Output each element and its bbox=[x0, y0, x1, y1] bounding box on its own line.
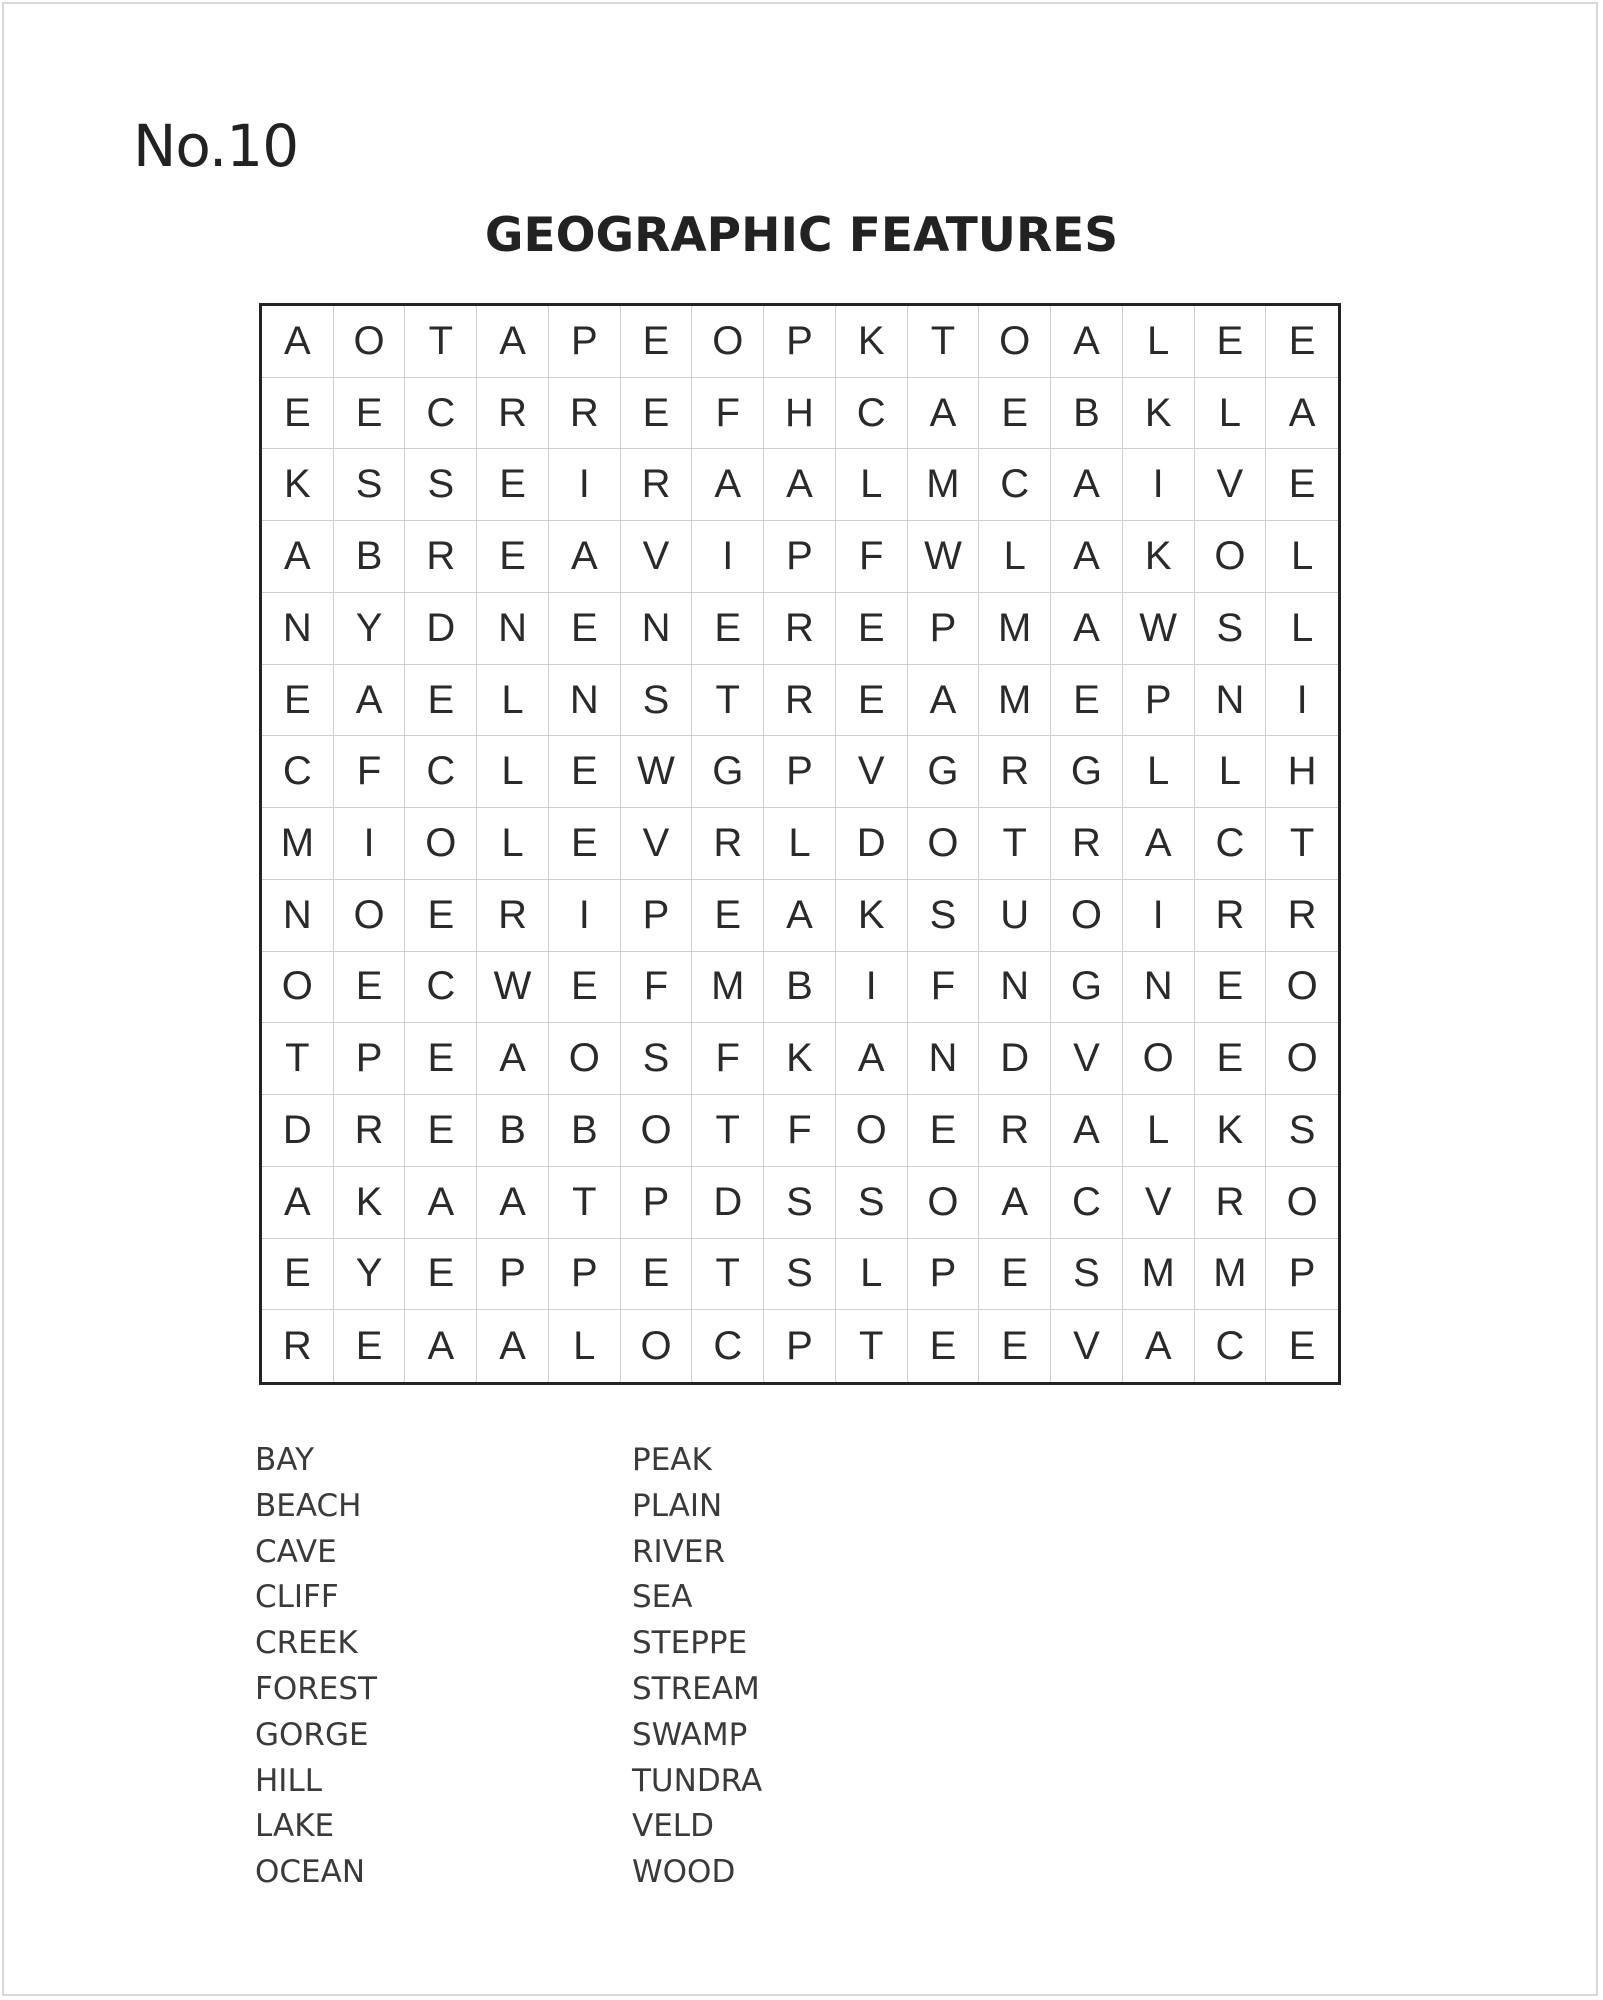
grid-cell[interactable]: K bbox=[836, 880, 908, 952]
grid-cell[interactable]: D bbox=[979, 1023, 1051, 1095]
grid-cell[interactable]: L bbox=[477, 665, 549, 737]
grid-cell[interactable]: E bbox=[549, 593, 621, 665]
word-list-item: SWAMP bbox=[632, 1716, 748, 1753]
grid-cell[interactable]: P bbox=[621, 1167, 693, 1239]
grid-cell[interactable]: E bbox=[262, 378, 334, 450]
grid-cell[interactable]: M bbox=[979, 593, 1051, 665]
grid-cell[interactable]: C bbox=[262, 736, 334, 808]
grid-cell[interactable]: U bbox=[979, 880, 1051, 952]
grid-cell[interactable]: T bbox=[262, 1023, 334, 1095]
grid-cell[interactable]: E bbox=[549, 808, 621, 880]
grid-cell[interactable]: D bbox=[262, 1095, 334, 1167]
grid-cell[interactable]: S bbox=[1195, 593, 1267, 665]
grid-cell[interactable]: A bbox=[908, 665, 980, 737]
grid-cell[interactable]: E bbox=[477, 449, 549, 521]
word-list-item: BAY bbox=[255, 1442, 315, 1478]
grid-cell[interactable]: E bbox=[692, 593, 764, 665]
grid-cell[interactable]: T bbox=[405, 306, 477, 378]
grid-cell[interactable]: R bbox=[405, 521, 477, 593]
grid-cell[interactable]: E bbox=[979, 1239, 1051, 1311]
grid-cell[interactable]: K bbox=[836, 306, 908, 378]
grid-cell[interactable]: G bbox=[1051, 736, 1123, 808]
letter-grid bbox=[259, 303, 1341, 1385]
grid-cell[interactable]: E bbox=[1266, 449, 1338, 521]
grid-cell[interactable]: L bbox=[1195, 378, 1267, 450]
grid-cell[interactable]: E bbox=[405, 665, 477, 737]
grid-cell[interactable]: O bbox=[1051, 880, 1123, 952]
grid-cell[interactable]: R bbox=[621, 449, 693, 521]
grid-cell[interactable]: R bbox=[1195, 1167, 1267, 1239]
grid-cell[interactable]: C bbox=[405, 952, 477, 1024]
word-list-item: RIVER bbox=[632, 1533, 726, 1570]
grid-cell[interactable]: S bbox=[1051, 1239, 1123, 1311]
grid-cell[interactable]: E bbox=[1195, 306, 1267, 378]
grid-cell[interactable]: R bbox=[549, 378, 621, 450]
grid-cell[interactable]: O bbox=[1195, 521, 1267, 593]
grid-cell[interactable]: V bbox=[1051, 1310, 1123, 1382]
grid-cell[interactable]: S bbox=[764, 1167, 836, 1239]
grid-cell[interactable]: E bbox=[262, 665, 334, 737]
grid-cell[interactable]: O bbox=[908, 1167, 980, 1239]
grid-cell[interactable]: S bbox=[334, 449, 406, 521]
grid-cell[interactable]: E bbox=[908, 1310, 980, 1382]
grid-cell[interactable]: B bbox=[477, 1095, 549, 1167]
grid-cell[interactable]: A bbox=[692, 449, 764, 521]
grid-cell[interactable]: P bbox=[477, 1239, 549, 1311]
grid-cell[interactable]: P bbox=[764, 736, 836, 808]
grid-cell[interactable]: C bbox=[1195, 808, 1267, 880]
word-list-item: SEA bbox=[632, 1579, 693, 1616]
grid-cell[interactable]: A bbox=[1123, 808, 1195, 880]
grid-cell[interactable]: A bbox=[334, 665, 406, 737]
grid-cell[interactable]: K bbox=[1123, 378, 1195, 450]
grid-cell[interactable]: L bbox=[477, 808, 549, 880]
grid-cell[interactable]: A bbox=[1051, 593, 1123, 665]
grid-cell[interactable]: O bbox=[1266, 1023, 1338, 1095]
grid-cell[interactable]: I bbox=[549, 449, 621, 521]
grid-cell[interactable]: P bbox=[1123, 665, 1195, 737]
grid-cell[interactable]: P bbox=[621, 880, 693, 952]
grid-cell[interactable]: E bbox=[836, 665, 908, 737]
grid-cell[interactable]: K bbox=[334, 1167, 406, 1239]
grid-cell[interactable]: N bbox=[1123, 952, 1195, 1024]
grid-cell[interactable]: A bbox=[262, 1167, 334, 1239]
grid-cell[interactable]: V bbox=[621, 808, 693, 880]
grid-cell[interactable]: R bbox=[262, 1310, 334, 1382]
grid-cell[interactable]: F bbox=[692, 1023, 764, 1095]
grid-cell[interactable]: V bbox=[1195, 449, 1267, 521]
grid-cell[interactable]: R bbox=[1195, 880, 1267, 952]
grid-cell[interactable]: N bbox=[549, 665, 621, 737]
grid-cell[interactable]: A bbox=[1266, 378, 1338, 450]
grid-cell[interactable]: W bbox=[1123, 593, 1195, 665]
grid-cell[interactable]: W bbox=[477, 952, 549, 1024]
grid-cell[interactable]: I bbox=[1123, 449, 1195, 521]
grid-cell[interactable]: A bbox=[1051, 306, 1123, 378]
grid-cell[interactable]: E bbox=[979, 378, 1051, 450]
word-list-item: STREAM bbox=[632, 1670, 760, 1707]
grid-cell[interactable]: V bbox=[836, 736, 908, 808]
grid-cell[interactable]: E bbox=[1195, 1023, 1267, 1095]
grid-cell[interactable]: R bbox=[692, 808, 764, 880]
grid-cell[interactable]: D bbox=[405, 593, 477, 665]
grid-cell[interactable]: H bbox=[764, 378, 836, 450]
grid-cell[interactable]: F bbox=[764, 1095, 836, 1167]
grid-cell[interactable]: R bbox=[1051, 808, 1123, 880]
grid-cell[interactable]: K bbox=[262, 449, 334, 521]
grid-cell[interactable]: C bbox=[1195, 1310, 1267, 1382]
grid-cell[interactable]: P bbox=[549, 1239, 621, 1311]
grid-cell[interactable]: B bbox=[334, 521, 406, 593]
grid-cell[interactable]: E bbox=[549, 952, 621, 1024]
grid-cell[interactable]: T bbox=[692, 1239, 764, 1311]
grid-cell[interactable]: L bbox=[1266, 593, 1338, 665]
grid-cell[interactable]: M bbox=[1195, 1239, 1267, 1311]
word-list-item: WOOD bbox=[632, 1854, 736, 1891]
grid-cell[interactable]: P bbox=[908, 1239, 980, 1311]
grid-cell[interactable]: F bbox=[836, 521, 908, 593]
grid-cell[interactable]: O bbox=[334, 880, 406, 952]
grid-cell[interactable]: W bbox=[621, 736, 693, 808]
word-list-item: VELD bbox=[632, 1808, 714, 1845]
grid-cell[interactable]: M bbox=[908, 449, 980, 521]
grid-cell[interactable]: S bbox=[908, 880, 980, 952]
grid-cell[interactable]: V bbox=[1123, 1167, 1195, 1239]
grid-cell[interactable]: F bbox=[621, 952, 693, 1024]
grid-cell[interactable]: B bbox=[549, 1095, 621, 1167]
word-list-item: TUNDRA bbox=[632, 1762, 763, 1799]
grid-cell[interactable]: D bbox=[836, 808, 908, 880]
grid-cell[interactable]: F bbox=[692, 378, 764, 450]
grid-cell[interactable]: R bbox=[764, 593, 836, 665]
grid-cell[interactable]: T bbox=[692, 665, 764, 737]
grid-cell[interactable]: E bbox=[621, 378, 693, 450]
grid-cell[interactable]: G bbox=[1051, 952, 1123, 1024]
grid-cell[interactable]: L bbox=[1123, 736, 1195, 808]
grid-cell[interactable]: A bbox=[477, 1023, 549, 1095]
grid-cell[interactable]: A bbox=[836, 1023, 908, 1095]
grid-cell[interactable]: L bbox=[1123, 1095, 1195, 1167]
word-list-item: PEAK bbox=[632, 1442, 712, 1478]
grid-cell[interactable]: K bbox=[764, 1023, 836, 1095]
grid-cell[interactable]: C bbox=[405, 736, 477, 808]
grid-cell[interactable]: C bbox=[692, 1310, 764, 1382]
grid-cell[interactable]: M bbox=[979, 665, 1051, 737]
grid-cell[interactable]: I bbox=[1266, 665, 1338, 737]
grid-cell[interactable]: N bbox=[262, 593, 334, 665]
grid-cell[interactable]: P bbox=[764, 1310, 836, 1382]
grid-cell[interactable]: A bbox=[477, 1310, 549, 1382]
grid-cell[interactable]: S bbox=[405, 449, 477, 521]
grid-cell[interactable]: G bbox=[908, 736, 980, 808]
grid-cell[interactable]: K bbox=[1123, 521, 1195, 593]
grid-cell[interactable]: E bbox=[979, 1310, 1051, 1382]
puzzle-title: GEOGRAPHIC FEATURES bbox=[484, 208, 1119, 263]
grid-cell[interactable]: C bbox=[405, 378, 477, 450]
grid-cell[interactable]: P bbox=[549, 306, 621, 378]
word-list-item: STEPPE bbox=[632, 1625, 748, 1662]
grid-cell[interactable]: N bbox=[262, 880, 334, 952]
grid-cell[interactable]: T bbox=[549, 1167, 621, 1239]
grid-cell[interactable]: I bbox=[549, 880, 621, 952]
grid-cell[interactable]: P bbox=[908, 593, 980, 665]
grid-cell[interactable]: K bbox=[1195, 1095, 1267, 1167]
grid-cell[interactable]: E bbox=[621, 306, 693, 378]
grid-cell[interactable]: A bbox=[764, 880, 836, 952]
grid-cell[interactable]: N bbox=[477, 593, 549, 665]
grid-cell[interactable]: L bbox=[836, 1239, 908, 1311]
grid-cell[interactable]: S bbox=[1266, 1095, 1338, 1167]
grid-cell[interactable]: M bbox=[1123, 1239, 1195, 1311]
grid-cell[interactable]: R bbox=[1266, 880, 1338, 952]
grid-cell[interactable]: T bbox=[692, 1095, 764, 1167]
grid-cell[interactable]: O bbox=[621, 1095, 693, 1167]
grid-cell[interactable]: S bbox=[621, 665, 693, 737]
word-list-item: CLIFF bbox=[255, 1579, 339, 1616]
grid-cell[interactable]: V bbox=[621, 521, 693, 593]
grid-cell[interactable]: D bbox=[692, 1167, 764, 1239]
grid-cell[interactable]: Y bbox=[334, 593, 406, 665]
grid-cell[interactable]: A bbox=[1051, 449, 1123, 521]
grid-cell[interactable]: R bbox=[979, 736, 1051, 808]
grid-cell[interactable]: O bbox=[621, 1310, 693, 1382]
grid-cell[interactable]: O bbox=[334, 306, 406, 378]
grid-cell[interactable]: O bbox=[1123, 1023, 1195, 1095]
word-list-item: CAVE bbox=[255, 1533, 337, 1570]
grid-cell[interactable]: L bbox=[1266, 521, 1338, 593]
grid-cell[interactable]: W bbox=[908, 521, 980, 593]
word-list-item: PLAIN bbox=[632, 1487, 723, 1524]
grid-cell[interactable]: N bbox=[621, 593, 693, 665]
word-list-column-1 bbox=[255, 1438, 377, 1896]
grid-cell[interactable]: O bbox=[549, 1023, 621, 1095]
grid-cell[interactable]: A bbox=[549, 521, 621, 593]
word-list-item: GORGE bbox=[255, 1716, 369, 1753]
grid-cell[interactable]: R bbox=[764, 665, 836, 737]
grid-cell[interactable]: E bbox=[692, 880, 764, 952]
word-list-item: LAKE bbox=[255, 1808, 335, 1845]
word-list-item: FOREST bbox=[255, 1670, 377, 1707]
grid-cell[interactable]: V bbox=[1051, 1023, 1123, 1095]
grid-cell[interactable]: P bbox=[764, 521, 836, 593]
grid-cell[interactable]: N bbox=[1195, 665, 1267, 737]
grid-cell[interactable]: A bbox=[477, 1167, 549, 1239]
grid-cell[interactable]: E bbox=[405, 1095, 477, 1167]
grid-cell[interactable]: H bbox=[1266, 736, 1338, 808]
grid-cell[interactable]: P bbox=[764, 306, 836, 378]
grid-cell[interactable]: Y bbox=[334, 1239, 406, 1311]
grid-cell[interactable]: A bbox=[1123, 1310, 1195, 1382]
grid-cell[interactable]: E bbox=[405, 880, 477, 952]
grid-cell[interactable]: O bbox=[979, 306, 1051, 378]
grid-cell[interactable]: M bbox=[692, 952, 764, 1024]
grid-cell[interactable]: E bbox=[405, 1239, 477, 1311]
grid-cell[interactable]: R bbox=[334, 1095, 406, 1167]
grid-cell[interactable]: A bbox=[1051, 521, 1123, 593]
grid-cell[interactable]: T bbox=[836, 1310, 908, 1382]
grid-cell[interactable]: E bbox=[262, 1239, 334, 1311]
grid-cell[interactable]: E bbox=[1266, 306, 1338, 378]
puzzle-number: No.10 bbox=[133, 112, 299, 180]
grid-cell[interactable]: A bbox=[262, 306, 334, 378]
word-list-item: BEACH bbox=[255, 1487, 362, 1524]
grid-cell[interactable]: E bbox=[1195, 952, 1267, 1024]
grid-cell[interactable]: L bbox=[477, 736, 549, 808]
grid-cell[interactable]: I bbox=[692, 521, 764, 593]
grid-cell[interactable]: E bbox=[334, 378, 406, 450]
grid-cell[interactable]: P bbox=[1266, 1239, 1338, 1311]
grid-cell[interactable]: B bbox=[764, 952, 836, 1024]
grid-cell[interactable]: E bbox=[477, 521, 549, 593]
grid-cell[interactable]: A bbox=[979, 1167, 1051, 1239]
grid-cell[interactable]: C bbox=[1051, 1167, 1123, 1239]
grid-cell[interactable]: S bbox=[764, 1239, 836, 1311]
grid-cell[interactable]: E bbox=[405, 1023, 477, 1095]
grid-cell[interactable]: A bbox=[405, 1167, 477, 1239]
grid-cell[interactable]: G bbox=[692, 736, 764, 808]
grid-cell[interactable]: N bbox=[979, 952, 1051, 1024]
grid-cell[interactable]: B bbox=[1051, 378, 1123, 450]
word-list-item: CREEK bbox=[255, 1625, 358, 1662]
grid-cell[interactable]: L bbox=[979, 521, 1051, 593]
grid-cell[interactable]: E bbox=[908, 1095, 980, 1167]
grid-cell[interactable]: E bbox=[549, 736, 621, 808]
grid-cell[interactable]: L bbox=[764, 808, 836, 880]
grid-cell[interactable]: E bbox=[1051, 665, 1123, 737]
grid-cell[interactable]: R bbox=[477, 880, 549, 952]
grid-cell[interactable]: A bbox=[1051, 1095, 1123, 1167]
grid-cell[interactable]: F bbox=[334, 736, 406, 808]
grid-cell[interactable]: O bbox=[836, 1095, 908, 1167]
grid-cell[interactable]: A bbox=[262, 521, 334, 593]
grid-cell[interactable]: I bbox=[334, 808, 406, 880]
grid-cell[interactable]: L bbox=[549, 1310, 621, 1382]
grid-cell[interactable]: T bbox=[908, 306, 980, 378]
grid-cell[interactable]: M bbox=[262, 808, 334, 880]
grid-cell[interactable]: E bbox=[334, 1310, 406, 1382]
grid-cell[interactable]: A bbox=[477, 306, 549, 378]
grid-cell[interactable]: O bbox=[1266, 1167, 1338, 1239]
grid-cell[interactable]: F bbox=[908, 952, 980, 1024]
grid-cell[interactable]: R bbox=[477, 378, 549, 450]
grid-cell[interactable]: S bbox=[836, 1167, 908, 1239]
grid-cell[interactable]: N bbox=[908, 1023, 980, 1095]
grid-cell[interactable]: E bbox=[836, 593, 908, 665]
grid-cell[interactable]: T bbox=[1266, 808, 1338, 880]
grid-cell[interactable]: P bbox=[334, 1023, 406, 1095]
grid-cell[interactable]: E bbox=[621, 1239, 693, 1311]
word-list-item: HILL bbox=[255, 1762, 322, 1799]
grid-cell[interactable]: A bbox=[764, 449, 836, 521]
grid-cell[interactable]: A bbox=[908, 378, 980, 450]
word-list-column-2 bbox=[632, 1438, 762, 1896]
grid-cell[interactable]: E bbox=[1288, 1323, 1316, 1368]
grid-cell[interactable]: C bbox=[979, 449, 1051, 521]
grid-cell[interactable]: E bbox=[334, 952, 406, 1024]
grid-cell[interactable]: R bbox=[979, 1095, 1051, 1167]
grid-cell[interactable]: C bbox=[836, 378, 908, 450]
grid-cell[interactable]: L bbox=[1195, 736, 1267, 808]
word-list-item: OCEAN bbox=[255, 1854, 366, 1891]
grid-cell[interactable]: L bbox=[1123, 306, 1195, 378]
grid-cell[interactable]: S bbox=[621, 1023, 693, 1095]
grid-cell[interactable]: I bbox=[1123, 880, 1195, 952]
grid-cell[interactable]: O bbox=[262, 952, 334, 1024]
grid-cell[interactable]: O bbox=[405, 808, 477, 880]
grid-cell[interactable]: O bbox=[908, 808, 980, 880]
grid-cell[interactable]: L bbox=[836, 449, 908, 521]
grid-cell[interactable]: I bbox=[836, 952, 908, 1024]
grid-cell[interactable]: O bbox=[692, 306, 764, 378]
grid-cell[interactable]: O bbox=[1266, 952, 1338, 1024]
grid-cell[interactable]: A bbox=[405, 1310, 477, 1382]
grid-cell[interactable]: T bbox=[979, 808, 1051, 880]
